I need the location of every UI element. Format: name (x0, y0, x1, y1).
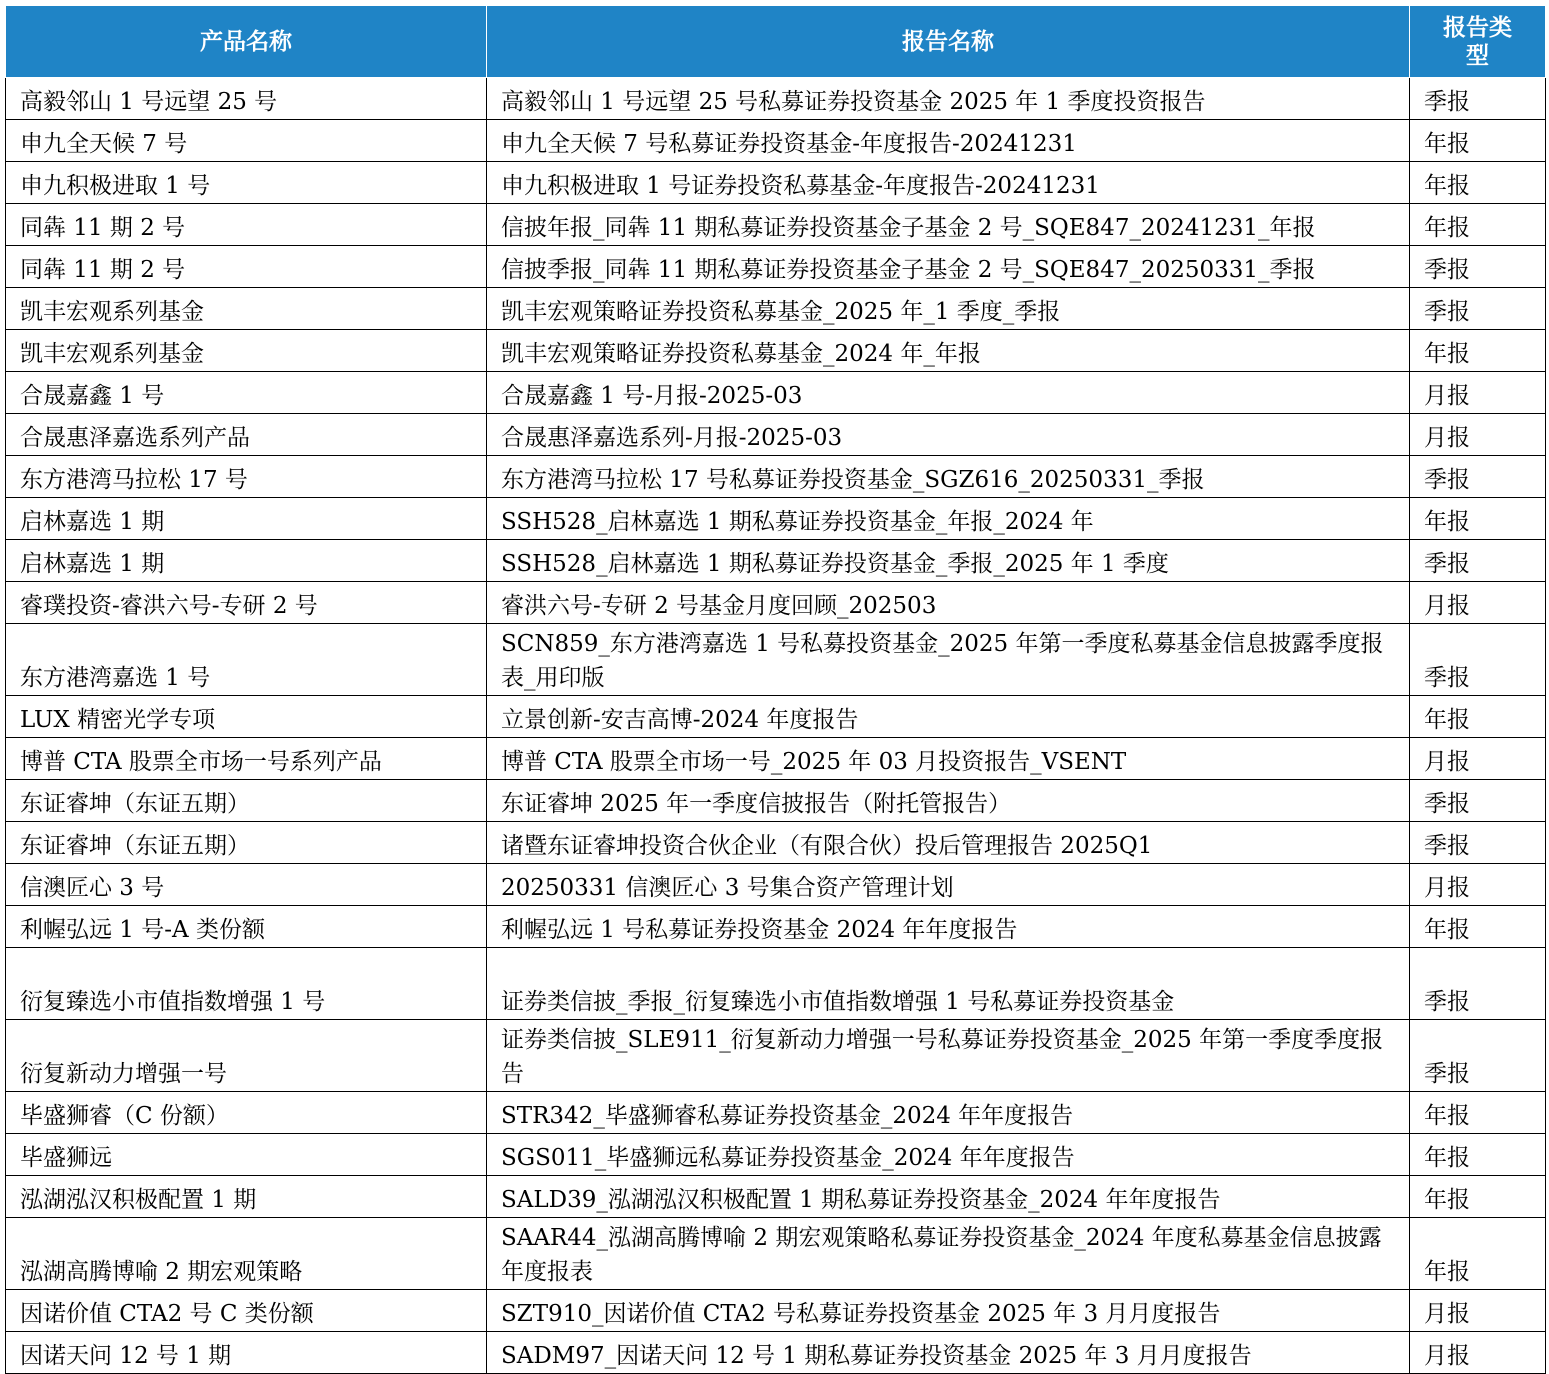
cell-product-name: 泓湖高腾博喻 2 期宏观策略 (6, 1218, 487, 1290)
cell-report-name: 诸暨东证睿坤投资合伙企业（有限合伙）投后管理报告 2025Q1 (487, 822, 1410, 864)
cell-product-name: 因诺价值 CTA2 号 C 类份额 (6, 1290, 487, 1332)
cell-report-type: 年报 (1410, 204, 1546, 246)
table-row (6, 864, 1546, 906)
cell-report-name: SGS011_毕盛狮远私募证券投资基金_2024 年年度报告 (487, 1134, 1410, 1176)
cell-report-type: 年报 (1410, 1134, 1546, 1176)
cell-product-name: 东方港湾嘉选 1 号 (6, 624, 487, 696)
cell-report-name: 申九积极进取 1 号证券投资私募基金-年度报告-20241231 (487, 162, 1410, 204)
cell-product-name: 信澳匠心 3 号 (6, 864, 487, 906)
cell-report-type: 季报 (1410, 246, 1546, 288)
cell-report-type: 年报 (1410, 1176, 1546, 1218)
cell-report-name: 东证睿坤 2025 年一季度信披报告（附托管报告） (487, 780, 1410, 822)
table-row (6, 540, 1546, 582)
cell-report-name: 信披季报_同犇 11 期私募证券投资基金子基金 2 号_SQE847_20250331_季报 (487, 246, 1410, 288)
cell-report-type: 年报 (1410, 1092, 1546, 1134)
cell-product-name: 启林嘉选 1 期 (6, 498, 487, 540)
cell-report-type: 季报 (1410, 78, 1546, 120)
cell-product-name: 东方港湾马拉松 17 号 (6, 456, 487, 498)
table-row (6, 120, 1546, 162)
cell-report-name: 睿洪六号-专研 2 号基金月度回顾_202503 (487, 582, 1410, 624)
table-row (6, 162, 1546, 204)
cell-report-name: 博普 CTA 股票全市场一号_2025 年 03 月投资报告_VSENT (487, 738, 1410, 780)
cell-report-name: SAAR44_泓湖高腾博喻 2 期宏观策略私募证券投资基金_2024 年度私募基金信息披露年度报表 (487, 1218, 1410, 1290)
cell-product-name: 同犇 11 期 2 号 (6, 246, 487, 288)
cell-report-type: 季报 (1410, 948, 1546, 1020)
table-row (6, 330, 1546, 372)
table-row (6, 78, 1546, 120)
cell-product-name: 申九积极进取 1 号 (6, 162, 487, 204)
cell-product-name: 毕盛狮睿（C 份额） (6, 1092, 487, 1134)
header-row (6, 6, 1546, 78)
table-row (6, 456, 1546, 498)
table-row (6, 372, 1546, 414)
cell-report-type: 年报 (1410, 696, 1546, 738)
cell-product-name: 凯丰宏观系列基金 (6, 330, 487, 372)
report-table (5, 5, 1546, 1374)
cell-report-name: 证券类信披_季报_衍复臻选小市值指数增强 1 号私募证券投资基金 (487, 948, 1410, 1020)
cell-product-name: 合晟嘉鑫 1 号 (6, 372, 487, 414)
cell-report-name: 利幄弘远 1 号私募证券投资基金 2024 年年度报告 (487, 906, 1410, 948)
cell-report-type: 年报 (1410, 120, 1546, 162)
cell-report-type: 年报 (1410, 906, 1546, 948)
table-row (6, 498, 1546, 540)
table-row (6, 780, 1546, 822)
cell-report-name: 申九全天候 7 号私募证券投资基金-年度报告-20241231 (487, 120, 1410, 162)
cell-report-type: 年报 (1410, 330, 1546, 372)
cell-report-name: 信披年报_同犇 11 期私募证券投资基金子基金 2 号_SQE847_20241231_年报 (487, 204, 1410, 246)
cell-report-name: 凯丰宏观策略证券投资私募基金_2025 年_1 季度_季报 (487, 288, 1410, 330)
cell-product-name: 泓湖泓汉积极配置 1 期 (6, 1176, 487, 1218)
cell-product-name: 因诺天问 12 号 1 期 (6, 1332, 487, 1374)
cell-report-name: SALD39_泓湖泓汉积极配置 1 期私募证券投资基金_2024 年年度报告 (487, 1176, 1410, 1218)
cell-report-type: 月报 (1410, 414, 1546, 456)
cell-report-type: 季报 (1410, 780, 1546, 822)
cell-report-name: 立景创新-安吉高博-2024 年度报告 (487, 696, 1410, 738)
cell-product-name: 衍复新动力增强一号 (6, 1020, 487, 1092)
cell-report-name: 合晟惠泽嘉选系列-月报-2025-03 (487, 414, 1410, 456)
cell-product-name: 东证睿坤（东证五期） (6, 822, 487, 864)
cell-product-name: 合晟惠泽嘉选系列产品 (6, 414, 487, 456)
cell-report-name: SADM97_因诺天问 12 号 1 期私募证券投资基金 2025 年 3 月月度报告 (487, 1332, 1410, 1374)
header-product-name: 产品名称 (6, 6, 487, 78)
cell-report-type: 月报 (1410, 738, 1546, 780)
cell-report-type: 季报 (1410, 822, 1546, 864)
cell-report-name: 20250331 信澳匠心 3 号集合资产管理计划 (487, 864, 1410, 906)
table-row (6, 696, 1546, 738)
cell-report-type: 年报 (1410, 1218, 1546, 1290)
cell-report-type: 季报 (1410, 540, 1546, 582)
table-row (6, 288, 1546, 330)
table-row (6, 1290, 1546, 1332)
cell-product-name: 毕盛狮远 (6, 1134, 487, 1176)
cell-report-type: 月报 (1410, 372, 1546, 414)
table-row (6, 1020, 1546, 1092)
cell-report-name: 凯丰宏观策略证券投资私募基金_2024 年_年报 (487, 330, 1410, 372)
table-row (6, 1134, 1546, 1176)
table-row (6, 1218, 1546, 1290)
cell-product-name: 申九全天候 7 号 (6, 120, 487, 162)
cell-report-name: SCN859_东方港湾嘉选 1 号私募投资基金_2025 年第一季度私募基金信息披露季度报表_用印版 (487, 624, 1410, 696)
table-row (6, 624, 1546, 696)
cell-product-name: 衍复臻选小市值指数增强 1 号 (6, 948, 487, 1020)
header-report-name: 报告名称 (487, 6, 1410, 78)
table-row (6, 1176, 1546, 1218)
cell-report-type: 季报 (1410, 624, 1546, 696)
cell-report-type: 月报 (1410, 1290, 1546, 1332)
table-row (6, 414, 1546, 456)
header-report-type: 报告类型 (1410, 6, 1546, 78)
cell-report-type: 月报 (1410, 864, 1546, 906)
cell-product-name: 博普 CTA 股票全市场一号系列产品 (6, 738, 487, 780)
cell-report-name: SSH528_启林嘉选 1 期私募证券投资基金_季报_2025 年 1 季度 (487, 540, 1410, 582)
cell-report-name: 高毅邻山 1 号远望 25 号私募证券投资基金 2025 年 1 季度投资报告 (487, 78, 1410, 120)
table-row (6, 948, 1546, 1020)
cell-product-name: 东证睿坤（东证五期） (6, 780, 487, 822)
cell-report-type: 月报 (1410, 1332, 1546, 1374)
table-row (6, 204, 1546, 246)
cell-report-name: SZT910_因诺价值 CTA2 号私募证券投资基金 2025 年 3 月月度报告 (487, 1290, 1410, 1332)
table-row (6, 1092, 1546, 1134)
table-row (6, 582, 1546, 624)
cell-report-name: STR342_毕盛狮睿私募证券投资基金_2024 年年度报告 (487, 1092, 1410, 1134)
cell-report-name: SSH528_启林嘉选 1 期私募证券投资基金_年报_2024 年 (487, 498, 1410, 540)
cell-report-name: 东方港湾马拉松 17 号私募证券投资基金_SGZ616_20250331_季报 (487, 456, 1410, 498)
table-row (6, 822, 1546, 864)
table-row (6, 1332, 1546, 1374)
cell-product-name: 启林嘉选 1 期 (6, 540, 487, 582)
cell-product-name: 睿璞投资-睿洪六号-专研 2 号 (6, 582, 487, 624)
table-row (6, 246, 1546, 288)
cell-report-type: 年报 (1410, 498, 1546, 540)
cell-report-type: 年报 (1410, 162, 1546, 204)
cell-product-name: 利幄弘远 1 号-A 类份额 (6, 906, 487, 948)
cell-report-type: 季报 (1410, 288, 1546, 330)
cell-product-name: 同犇 11 期 2 号 (6, 204, 487, 246)
cell-product-name: LUX 精密光学专项 (6, 696, 487, 738)
cell-product-name: 凯丰宏观系列基金 (6, 288, 487, 330)
cell-report-type: 季报 (1410, 1020, 1546, 1092)
cell-report-type: 月报 (1410, 582, 1546, 624)
cell-report-name: 证券类信披_SLE911_衍复新动力增强一号私募证券投资基金_2025 年第一季度季度报告 (487, 1020, 1410, 1092)
table-row (6, 738, 1546, 780)
cell-product-name: 高毅邻山 1 号远望 25 号 (6, 78, 487, 120)
table-row (6, 906, 1546, 948)
cell-report-type: 季报 (1410, 456, 1546, 498)
cell-report-name: 合晟嘉鑫 1 号-月报-2025-03 (487, 372, 1410, 414)
